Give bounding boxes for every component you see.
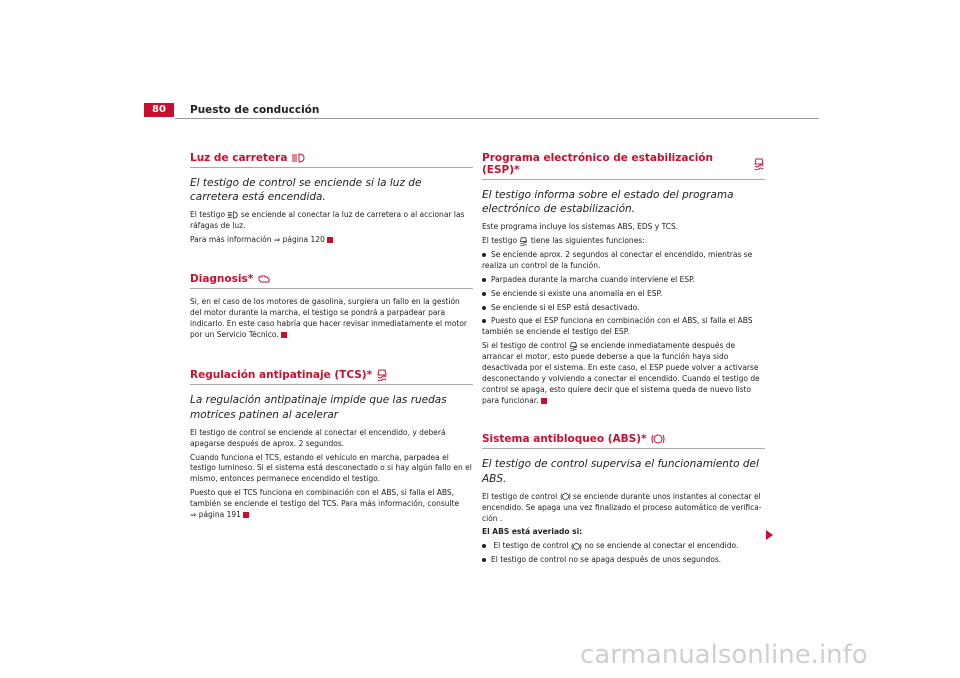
text: se enciende durante unos instantes al conectar el encendido. Se apaga una vez finalizado el proceso automático de verifica-ción . <box>482 491 762 523</box>
text: Si, en el caso de los motores de gasolina, surgiera un fallo en la gestión del motor durante la marcha, el testigo se pondrá a parpadear para indicarlo. En este caso habría que hacer revisar inmediatamente el motor por un Servicio Técnico. <box>190 296 468 339</box>
paragraph <box>482 492 765 525</box>
header-rule <box>175 118 819 119</box>
next-page-arrow-icon[interactable] <box>766 530 773 540</box>
section-diagnosis <box>190 273 473 341</box>
arrow-icon: ⇒ <box>190 509 197 519</box>
text: Se enciende aprox. 2 segundos al conectar el encendido, mientras se realiza un control de la función. <box>482 250 753 270</box>
section-title-text: Sistema antibloqueo (ABS)* <box>482 433 647 446</box>
text: El testigo de control no se apaga después de unos segundos. <box>491 555 722 565</box>
page-number: 80 <box>144 103 174 117</box>
list-item <box>482 555 765 566</box>
paragraph <box>190 210 473 232</box>
text: El testigo de control <box>493 541 569 551</box>
text: Puesto que el TCS funciona en combinación con el ABS, si falla el ABS, también se enciende el testigo del TCS. Para más información, consulte <box>190 488 460 509</box>
list-item <box>482 541 765 552</box>
esp-icon <box>569 342 578 351</box>
end-marker-icon <box>243 512 249 518</box>
paragraph <box>482 236 765 247</box>
section-title <box>482 152 765 180</box>
section-title <box>190 369 473 385</box>
list-item <box>482 250 765 272</box>
text: El testigo <box>190 210 226 220</box>
headlight-icon <box>227 211 238 219</box>
section-title <box>190 152 473 168</box>
end-marker-icon <box>541 398 547 404</box>
arrow-icon: ⇒ <box>273 235 281 245</box>
section-tcs <box>190 369 473 520</box>
section-lead: El testigo de control se enciende si la luz de carretera está encendida. <box>190 177 422 204</box>
section-title <box>190 273 473 289</box>
end-marker-icon <box>281 332 287 338</box>
list-item <box>482 275 765 286</box>
paragraph <box>482 341 765 406</box>
bullet-icon <box>482 292 486 296</box>
text: se enciende al conectar la luz de carretera o al accionar las ráfagas de luz. <box>190 210 465 231</box>
paragraph: El testigo de control se enciende al conectar el encendido, y deberá apagarse después de aprox. 2 segundos. <box>190 427 446 448</box>
text: Si el testigo de control <box>482 341 567 351</box>
text: Puesto que el ESP funciona en combinación con el ABS, si falla el ABS también se enciende el testigo del ESP. <box>482 316 753 337</box>
traction-icon <box>376 369 388 381</box>
text: Se enciende si existe una anomalía en el ESP. <box>491 288 663 298</box>
section-title <box>482 433 765 449</box>
section-esp <box>482 152 765 406</box>
paragraph: Cuando funciona el TCS, estando el vehículo en marcha, parpadea el testigo luminoso. Si el sistema está desconectado o si hay algún fallo en el mismo, entonces permanece encendido el testigo. <box>190 452 472 484</box>
running-title: Puesto de conducción <box>190 104 320 116</box>
section-title-text: Programa electrónico de estabilización (ESP)* <box>482 152 713 176</box>
esp-icon <box>753 158 765 170</box>
headlight-icon <box>291 153 305 163</box>
subheading: El ABS está averiado si: <box>482 527 583 537</box>
text: se enciende inmediatamente después de arrancar el motor, esto puede deberse a que la función haya sido desactivada por el sistema. En este caso, el ESP puede volver a activarse desconectando y volviendo a conectar el encendido. Cuando el testigo de control se apaga, esto quiere decir que el sistema queda de nuevo listo para funcionar. <box>482 341 760 405</box>
abs-icon <box>571 542 582 551</box>
text: no se enciende al conectar el encendido. <box>584 541 739 551</box>
end-marker-icon <box>327 237 333 243</box>
text: tiene las siguientes funciones: <box>530 236 645 246</box>
paragraph <box>190 488 473 521</box>
bullet-icon <box>482 544 486 548</box>
section-lead: La regulación antipatinaje impide que las ruedas motrices patinen al acelerar <box>190 394 447 421</box>
right-column <box>482 152 765 569</box>
text: Se enciende si el ESP está desactivado. <box>491 302 640 312</box>
section-title-text: Luz de carretera <box>190 152 288 164</box>
bullet-icon <box>482 306 486 310</box>
page-reference-link[interactable]: página 191 <box>198 509 241 519</box>
list-item <box>482 289 765 300</box>
paragraph <box>190 297 473 341</box>
bullet-icon <box>482 319 486 323</box>
esp-icon <box>519 237 528 246</box>
abs-icon <box>651 433 665 445</box>
bullet-icon <box>482 558 486 562</box>
section-abs <box>482 433 765 566</box>
section-headlight <box>190 152 473 246</box>
paragraph: Este programa incluye los sistemas ABS, EDS y TCS. <box>482 222 679 232</box>
page-reference-link[interactable]: página 120 <box>282 235 325 245</box>
bullet-list <box>482 250 765 338</box>
list-item <box>482 316 765 338</box>
left-column <box>190 152 473 524</box>
text: Para más información <box>190 235 272 245</box>
abs-icon <box>560 492 571 501</box>
list-item <box>482 303 765 314</box>
paragraph <box>190 235 473 246</box>
text: El testigo <box>482 236 518 246</box>
section-lead: El testigo de control supervisa el funcionamiento del ABS. <box>482 458 759 485</box>
watermark: carmanualsonline.info <box>580 640 868 670</box>
text: El testigo de control <box>482 491 558 501</box>
bullet-icon <box>482 278 486 282</box>
section-title-text: Regulación antipatinaje (TCS)* <box>190 369 373 382</box>
section-title-text: Diagnosis* <box>190 272 254 285</box>
text: Parpadea durante la marcha cuando interviene el ESP. <box>491 274 695 284</box>
bullet-icon <box>482 253 486 257</box>
engine-icon <box>257 274 271 284</box>
bullet-list <box>482 541 765 566</box>
section-lead: El testigo informa sobre el estado del programa electrónico de estabilización. <box>482 189 734 216</box>
